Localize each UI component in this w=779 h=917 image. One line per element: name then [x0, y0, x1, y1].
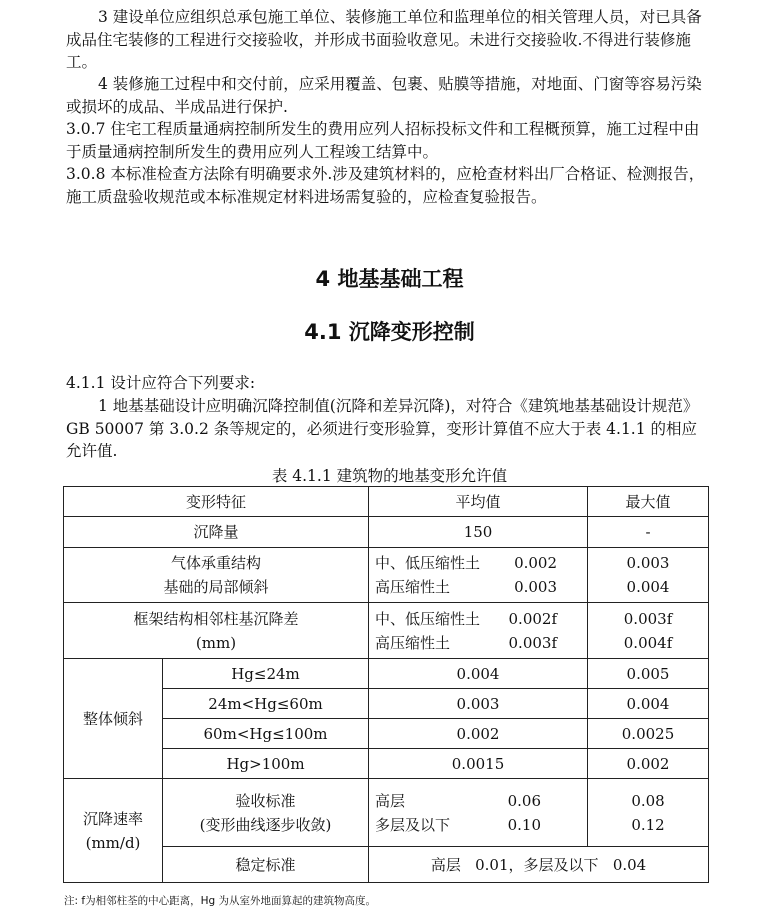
paragraph-item-3: 3 建设单位应组织总承包施工单位、装修施工单位和监理单位的相关管理人员，对已具备成品住宅装修的工程进行交接验收，并形成书面验收意见。未进行交接验收.不得进行装修施工。	[66, 8, 702, 71]
chapter-heading: 4 地基基础工程	[315, 267, 464, 291]
condition-cell: 24m<Hg≤60m	[163, 689, 369, 719]
table-caption: 表 4.1.1 建筑物的地基变形允许值	[271, 467, 508, 485]
max-cell: 0.005	[588, 659, 709, 689]
deformation-table	[63, 486, 709, 883]
avg-cell: 0.002	[369, 719, 588, 749]
stable-label: 稳定标准	[163, 847, 369, 883]
max-cell: 0.004	[588, 689, 709, 719]
table-row	[64, 779, 709, 847]
condition-cell: Hg≤24m	[163, 659, 369, 689]
row-label: 框架结构相邻柱基沉降差 (mm)	[64, 603, 369, 659]
condition-cell: Hg>100m	[163, 749, 369, 779]
max-cell: 0.003 0.004	[588, 548, 709, 603]
avg-cell: 中、低压缩性土 0.002 高压缩性土 0.003	[369, 548, 588, 603]
avg-cell: 0.004	[369, 659, 588, 689]
max-cell: 0.08 0.12	[588, 779, 709, 847]
stable-value: 高层 0.01，多层及以下 0.04	[369, 847, 709, 883]
avg-cell: 0.003	[369, 689, 588, 719]
avg-cell: 150	[369, 517, 588, 548]
avg-cell: 高层 0.06 多层及以下 0.10	[369, 779, 588, 847]
header-average: 平均值	[369, 487, 588, 517]
clause-4-1-1-item-1: 1 地基基础设计应明确沉降控制值(沉降和差异沉降)，对符合《建筑地基基础设计规范》GB 50007 第 3.0.2 条等规定的，必须进行变形验算，变形计算值不应大于表 4.1.1 的相应允许值.	[66, 397, 699, 460]
header-maximum: 最大值	[588, 487, 709, 517]
acceptance-cell: 验收标准 (变形曲线逐步收敛)	[163, 779, 369, 847]
table-row	[64, 659, 709, 689]
max-cell: 0.0025	[588, 719, 709, 749]
header-feature: 变形特征	[64, 487, 369, 517]
clause-4-1-1: 4.1.1 设计应符合下列要求:	[66, 374, 256, 392]
condition-cell: 60m<Hg≤100m	[163, 719, 369, 749]
table-note: 注: f为相邻柱荃的中心距离，Hg 为从室外地面算起的建筑物高度。	[64, 895, 376, 907]
table-header-row	[64, 487, 709, 517]
avg-cell: 0.0015	[369, 749, 588, 779]
row-label: 气体承重结构 基础的局部倾斜	[64, 548, 369, 603]
rate-label: 沉降速率 (mm/d)	[64, 779, 163, 883]
max-cell: -	[588, 517, 709, 548]
clause-3-0-8: 3.0.8 本标准检查方法除有明确要求外.涉及建筑材料的，应枪查材料出厂合格证、检测报告，施工质盘验收规范或本标准规定材料进场需复验的，应检查复验报告。	[66, 165, 705, 206]
row-label: 沉降量	[64, 517, 369, 548]
table-row	[64, 548, 709, 603]
max-cell: 0.002	[588, 749, 709, 779]
avg-cell: 中、低压缩性土 0.002f 高压缩性土 0.003f	[369, 603, 588, 659]
max-cell: 0.003f 0.004f	[588, 603, 709, 659]
section-heading: 4.1 沉降变形控制	[304, 320, 475, 344]
overall-tilt-label: 整体倾斜	[64, 659, 163, 779]
paragraph-item-4: 4 装修施工过程中和交付前，应采用覆盖、包裹、贴膜等措施，对地面、门窗等容易污染或损坏的成品、半成品进行保护.	[66, 75, 702, 116]
table-row	[64, 517, 709, 548]
clause-3-0-7: 3.0.7 住宅工程质量通病控制所发生的费用应列人招标投标文件和工程概预算，施工过程中由于质量通病控制所发生的费用应列人工程竣工结算中。	[66, 120, 700, 161]
table-row	[64, 603, 709, 659]
